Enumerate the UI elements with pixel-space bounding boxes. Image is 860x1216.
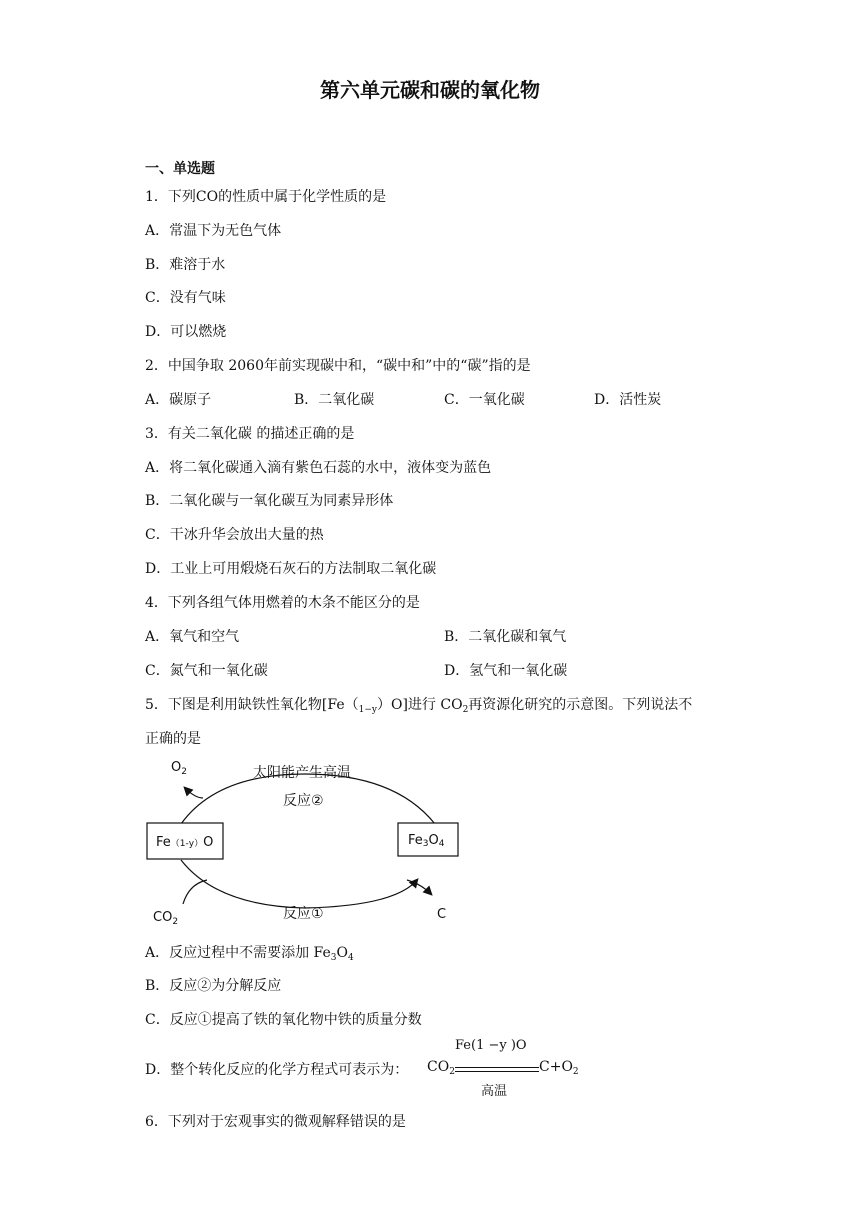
question-2-stem: 2．中国争取 2060年前实现碳中和，“碳中和”中的“碳”指的是 [145,358,531,374]
o2-label: $O_2$ [171,760,187,777]
question-1-option-c: C．没有气味 [145,290,226,306]
question-2-option-a: A．碳原子 [145,392,212,408]
question-6-stem: 6．下列对于宏观事实的微观解释错误的是 [145,1114,406,1130]
question-1-option-b: B．难溶于水 [145,257,226,273]
question-4-option-b: B．二氧化碳和氧气 [444,629,567,645]
question-5-option-d [145,1038,605,1098]
question-3-option-b: B．二氧化碳与一氧化碳互为同素异形体 [145,493,394,509]
question-2-option-b: B．二氧化碳 [294,392,375,408]
question-5-option-c: C．反应①提高了铁的氧化物中铁的质量分数 [145,1012,422,1028]
question-4-option-a: A．氧气和空气 [145,629,240,645]
c-branch-arrow [407,880,431,894]
equation-bar-top [455,1067,539,1068]
co2-label: $CO_2$ [153,910,179,926]
reaction-2-label: 反应② [283,793,324,809]
question-3-stem: 3．有关二氧化碳 的描述正确的是 [145,426,355,442]
question-5-option-a: A．反应过程中不需要添加 $Fe_3O_4$ [145,945,354,963]
equation-reactant: $CO_2$ [427,1059,455,1077]
question-4-option-c: C．氮气和一氧化碳 [145,663,268,679]
question-5-stem-line2: 正确的是 [145,731,201,747]
question-3-option-d: D．工业上可用煅烧石灰石的方法制取二氧化碳 [145,561,437,577]
question-4-option-d: D．氢气和一氧化碳 [444,663,568,679]
question-1-option-a: A．常温下为无色气体 [145,223,282,239]
page-title: 第六单元碳和碳的氧化物 [320,78,540,102]
c-label: C [437,907,447,922]
reaction-1-label: 反应① [283,906,324,922]
right-box-formula: Fe3O4 [408,833,445,849]
question-3-option-c: C．干冰升华会放出大量的热 [145,527,324,543]
question-2-option-d: D．活性炭 [594,392,662,408]
equation-catalyst: Fe(1 −y )O [455,1038,527,1053]
question-5-option-b: B．反应②为分解反应 [145,978,282,994]
top-condition-label: 太阳能产生高温 [253,765,351,781]
left-box-formula: Fe（1-y）O [156,835,214,850]
question-1-option-d: D．可以燃烧 [145,324,227,340]
o2-branch-arrow [185,788,203,798]
question-2-option-c: C．一氧化碳 [444,392,525,408]
question-1-stem: 1．下列CO的性质中属于化学性质的是 [145,189,387,205]
lower-arc [181,860,417,908]
equation-condition: 高温 [481,1084,508,1099]
option-d-lead: D．整个转化反应的化学方程式可表示为： [145,1062,409,1078]
co2-branch [183,880,207,904]
equation-products: $C+O_2$ [539,1059,579,1077]
question-3-option-a: A．将二氧化碳通入滴有紫色石蕊的水中，液体变为蓝色 [145,460,492,476]
section-heading: 一、单选题 [145,161,215,177]
equation-bar-bottom [455,1071,539,1072]
reaction-cycle-diagram [145,756,475,926]
question-5-stem: 5．下图是利用缺铁性氧化物$[Fe(_{1-y})O]$进行 $CO_2$再资源化研究的示意图。下列说法不 [145,697,693,715]
question-4-stem: 4．下列各组气体用燃着的木条不能区分的是 [145,595,420,611]
